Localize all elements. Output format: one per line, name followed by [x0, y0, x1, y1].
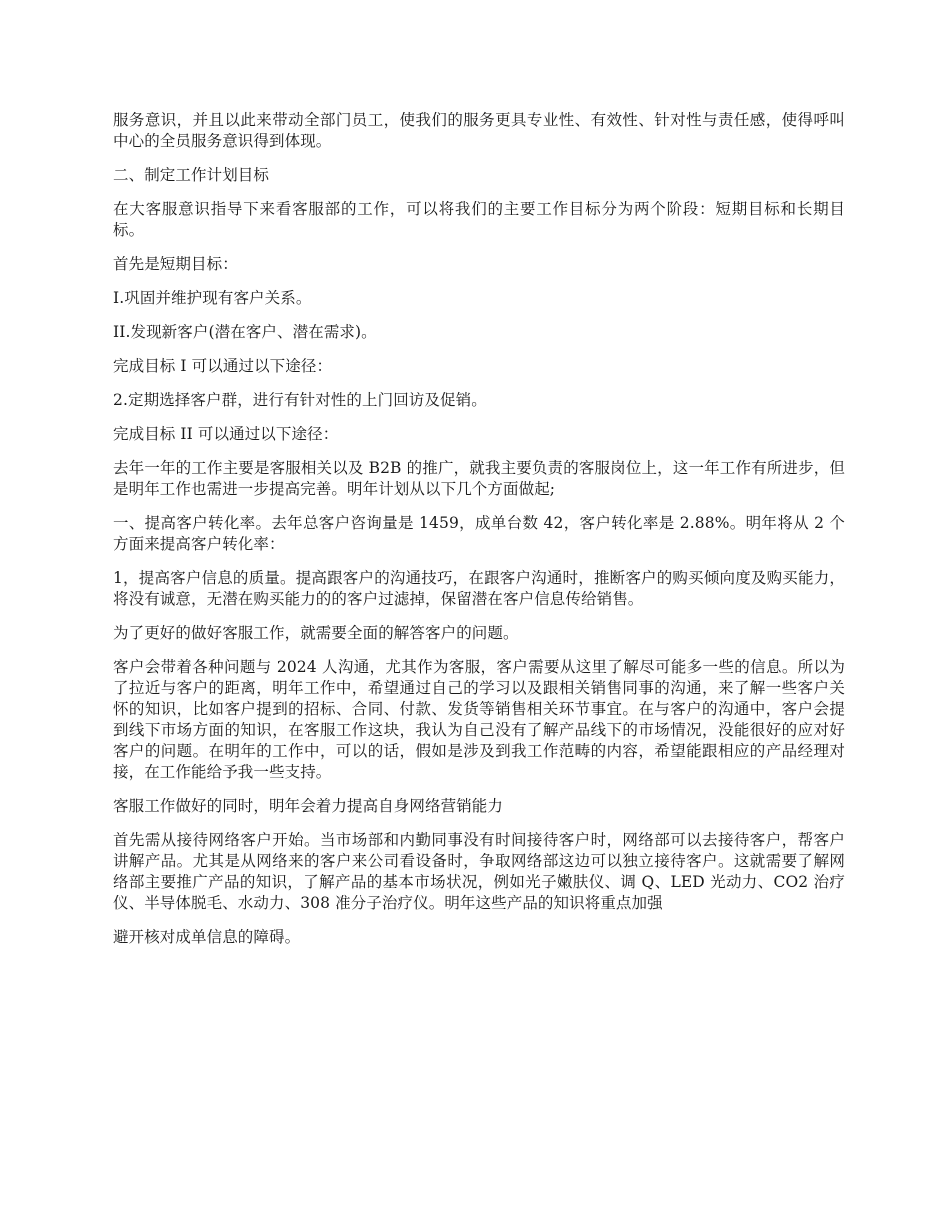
- list-item-regular-visits: 2.定期选择客户群，进行有针对性的上门回访及促销。: [113, 391, 487, 409]
- section-heading-work-plan: 二、制定工作计划目标: [113, 166, 270, 184]
- paragraph-goal-1-path: 完成目标 I 可以通过以下途径：: [113, 357, 333, 375]
- paragraph-network-reception: 首先需从接待网络客户开始。当市场部和内勤同事没有时间接待客户时，网络部可以去接待客户，帮客户讲解产品。尤其是从网络来的客户来公司看设备时，争取网络部这边可以独立接待客户。这就需要了解网络部主要推广产品的知识，了解产品的基本市场状况，例如光子嫩肤仪、调 Q、LED 光动力、CO2 治疗仪、半导体脱毛、水动力、308 准分子治疗仪。明年这些产品的知识将重点加强: [113, 831, 845, 912]
- paragraph-network-marketing: 客服工作做好的同时，明年会着力提高自身网络营销能力: [113, 797, 504, 815]
- paragraph-avoid-obstacles: 避开核对成单信息的障碍。: [113, 928, 301, 946]
- paragraph-short-term-intro: 首先是短期目标：: [113, 255, 238, 273]
- paragraph-last-year-summary: 去年一年的工作主要是客服相关以及 B2B 的推广，就我主要负责的客服岗位上，这一年工作有所进步，但是明年工作也需进一步提高完善。明年计划从以下几个方面做起;: [113, 459, 845, 498]
- list-item-goal-2: II.发现新客户(潜在客户、潜在需求)。: [113, 323, 377, 341]
- paragraph-info-quality: 1，提高客户信息的质量。提高跟客户的沟通技巧，在跟客户沟通时，推断客户的购买倾向度及购买能力，将没有诚意，无潜在购买能力的的客户过滤掉，保留潜在客户信息传给销售。: [113, 569, 845, 608]
- paragraph-work-goals: 在大客服意识指导下来看客服部的工作，可以将我们的主要工作目标分为两个阶段：短期目标和长期目标。: [113, 200, 845, 239]
- paragraph-service-awareness: 服务意识，并且以此来带动全部门员工，使我们的服务更具专业性、有效性、针对性与责任感，使得呼叫中心的全员服务意识得到体现。: [113, 111, 845, 150]
- document-page: [113, 110, 845, 961]
- paragraph-customer-communication: 客户会带着各种问题与 2024 人沟通，尤其作为客服，客户需要从这里了解尽可能多一些的信息。所以为了拉近与客户的距离，明年工作中，希望通过自己的学习以及跟相关销售同事的沟通，来了解一些客户关怀的知识，比如客户提到的招标、合同、付款、发货等销售相关环节事宜。在与客户的沟通中，客户会提到线下市场方面的知识，在客服工作这块，我认为自己没有了解产品线下的市场情况，没能很好的应对好客户的问题。在明年的工作中，可以的话，假如是涉及到我工作范畴的内容，希望能跟相应的产品经理对接，在工作能给予我一些支持。: [113, 658, 845, 781]
- list-item-goal-1: I.巩固并维护现有客户关系。: [113, 289, 312, 307]
- paragraph-answer-questions: 为了更好的做好客服工作，就需要全面的解答客户的问题。: [113, 624, 519, 642]
- paragraph-goal-2-path: 完成目标 II 可以通过以下途径：: [113, 425, 339, 443]
- paragraph-conversion-rate: 一、提高客户转化率。去年总客户咨询量是 1459，成单台数 42，客户转化率是 2.88%。明年将从 2 个方面来提高客户转化率：: [113, 514, 845, 553]
